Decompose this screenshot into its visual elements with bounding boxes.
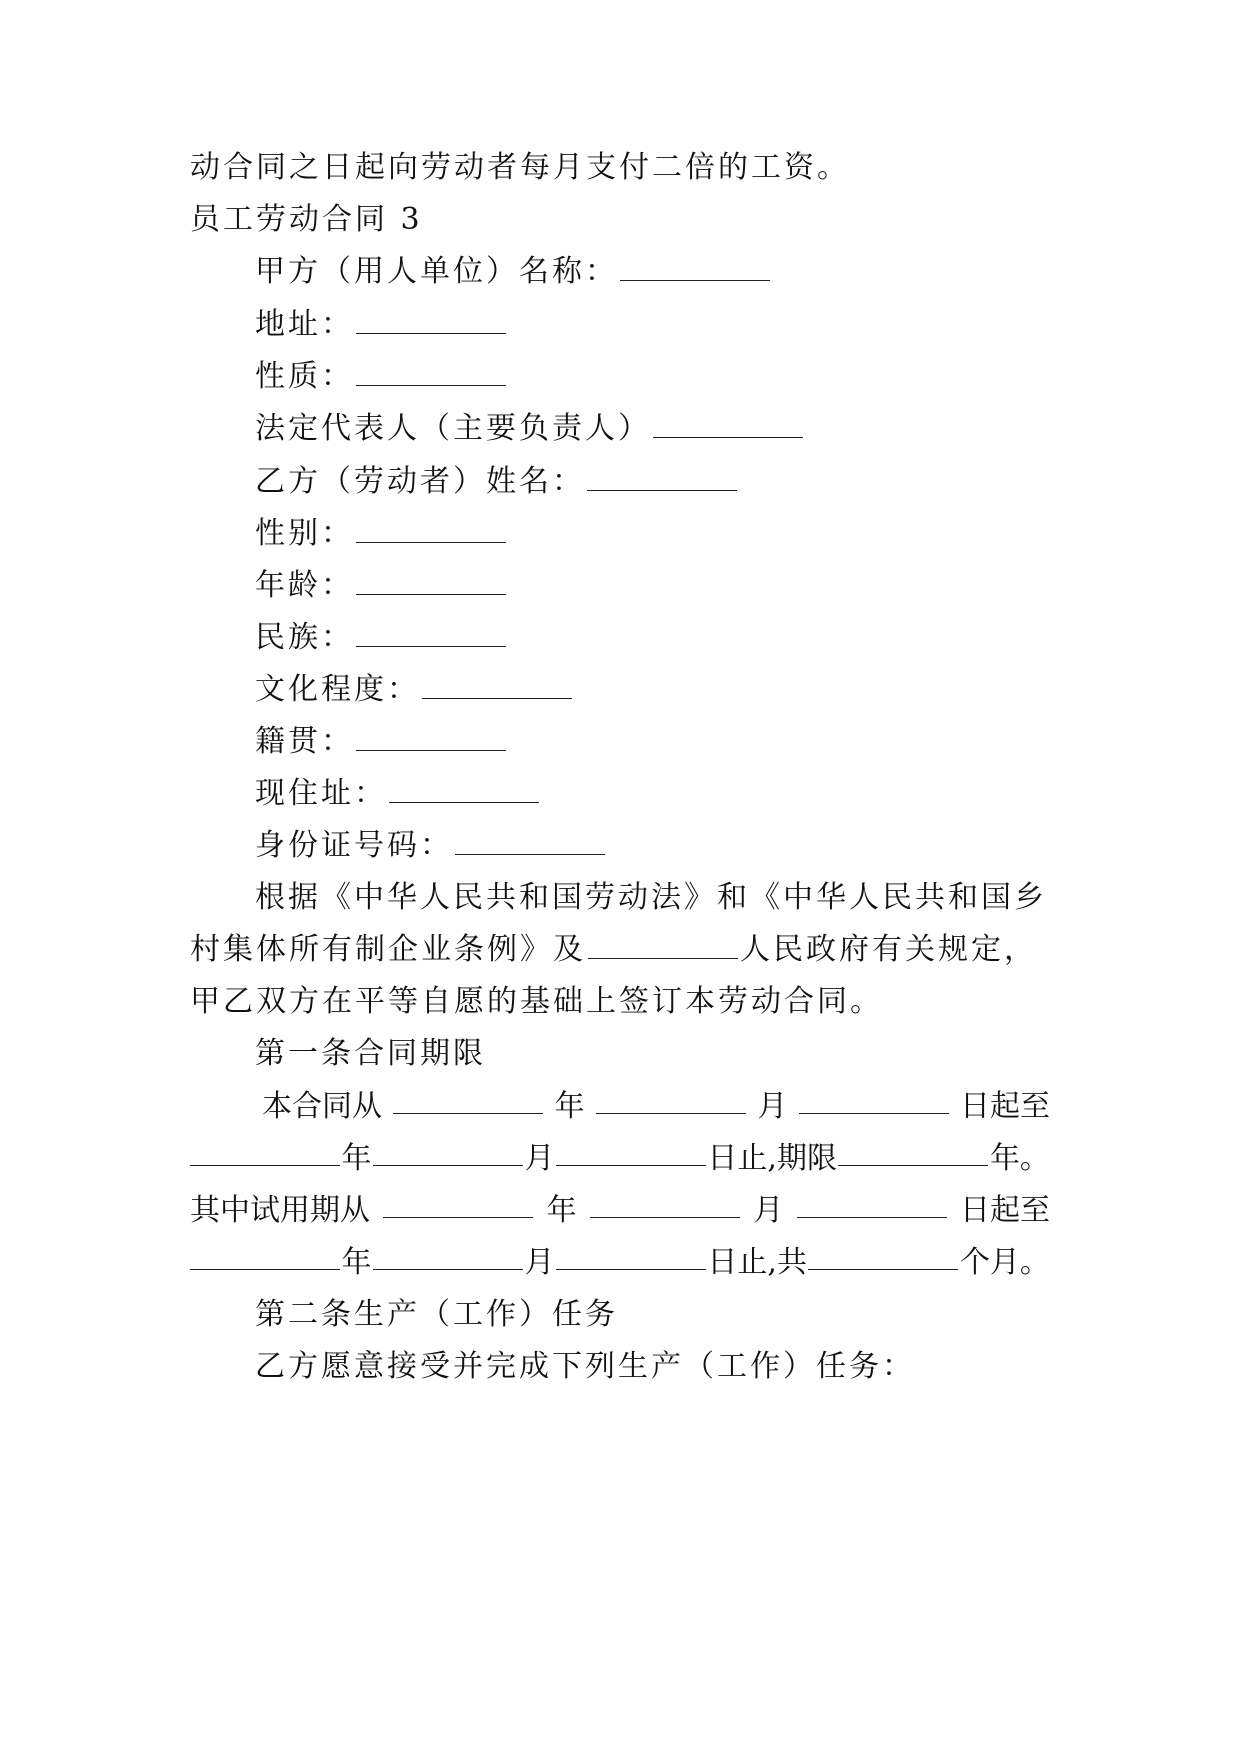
- blank-line: [620, 254, 770, 281]
- blank-line: [556, 1139, 706, 1166]
- blank-line: [422, 672, 572, 699]
- blank-line: [383, 1191, 533, 1218]
- blank-line: [356, 568, 506, 595]
- blank-line: [389, 776, 539, 803]
- blank-line: [190, 1243, 340, 1270]
- field-ethnicity: 民族：: [255, 618, 1050, 658]
- term-line: 年 月 日止,共 个月。: [190, 1243, 1050, 1283]
- field-legal-rep: 法定代表人（主要负责人）: [255, 409, 1050, 449]
- field-education: 文化程度：: [255, 670, 1050, 710]
- blank-line: [556, 1243, 706, 1270]
- blank-line: [838, 1139, 988, 1166]
- field-native-place: 籍贯：: [255, 722, 1050, 762]
- term-line: 其中试用期从 年 月 日起至: [190, 1193, 1050, 1228]
- blank-line: [799, 1087, 949, 1114]
- field-employee-name: 乙方（劳动者）姓名：: [255, 462, 1050, 502]
- blank-line: [373, 1243, 523, 1270]
- field-current-address: 现住址：: [255, 774, 1050, 814]
- blank-line: [393, 1087, 543, 1114]
- blank-line: [590, 1191, 740, 1218]
- article-heading: 第二条生产（工作）任务: [255, 1297, 618, 1332]
- text-line: 动合同之日起向劳动者每月支付二倍的工资。: [190, 150, 850, 185]
- blank-line: [797, 1191, 947, 1218]
- field-age: 年龄：: [255, 566, 1050, 606]
- blank-line: [587, 464, 737, 491]
- field-id-number: 身份证号码：: [255, 826, 1050, 866]
- field-gender: 性别：: [255, 514, 1050, 554]
- blank-line: [356, 359, 506, 386]
- paragraph-line: 乙方愿意接受并完成下列生产（工作）任务：: [255, 1349, 915, 1384]
- paragraph-line: 村集体所有制企业条例》及 人民政府有关规定，: [190, 932, 1037, 967]
- paragraph-line: 根据《中华人民共和国劳动法》和《中华人民共和国乡: [255, 880, 1047, 915]
- blank-line: [190, 1139, 340, 1166]
- paragraph-line: 甲乙双方在平等自愿的基础上签订本劳动合同。: [190, 984, 883, 1019]
- blank-line: [356, 516, 506, 543]
- blank-line: [356, 620, 506, 647]
- blank-line: [808, 1243, 958, 1270]
- blank-line: [356, 307, 506, 334]
- blank-line: [588, 932, 738, 959]
- blank-line: [455, 828, 605, 855]
- term-line: 本合同从 年 月 日起至: [262, 1089, 1050, 1124]
- field-nature: 性质：: [255, 357, 1050, 397]
- section-title: 员工劳动合同 3: [190, 202, 423, 237]
- term-line: 年 月 日止,期限 年。: [190, 1139, 1050, 1179]
- field-employer-name: 甲方（用人单位）名称：: [255, 252, 1050, 292]
- article-heading: 第一条合同期限: [255, 1036, 486, 1071]
- field-address: 地址：: [255, 305, 1050, 345]
- blank-line: [373, 1139, 523, 1166]
- blank-line: [596, 1087, 746, 1114]
- blank-line: [653, 411, 803, 438]
- blank-line: [356, 724, 506, 751]
